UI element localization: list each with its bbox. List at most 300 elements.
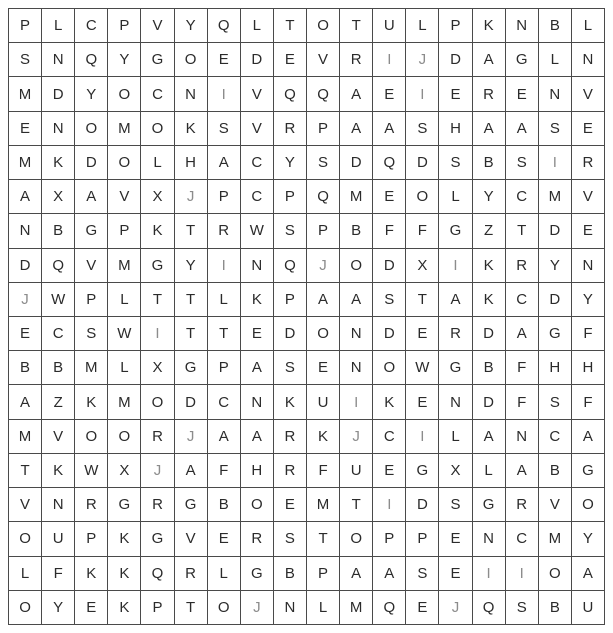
grid-cell-r18-c13[interactable]: E: [406, 591, 439, 625]
grid-cell-r2-c5[interactable]: G: [141, 43, 174, 77]
grid-cell-r11-c2[interactable]: B: [42, 351, 75, 385]
grid-cell-r13-c1[interactable]: M: [9, 420, 42, 454]
grid-cell-r6-c5[interactable]: X: [141, 180, 174, 214]
grid-cell-r17-c6[interactable]: R: [175, 557, 208, 591]
grid-cell-r6-c9[interactable]: P: [274, 180, 307, 214]
grid-cell-r15-c18[interactable]: O: [572, 488, 605, 522]
grid-cell-r5-c13[interactable]: D: [406, 146, 439, 180]
grid-cell-r5-c4[interactable]: O: [108, 146, 141, 180]
grid-cell-r5-c18[interactable]: R: [572, 146, 605, 180]
grid-cell-r6-c8[interactable]: C: [241, 180, 274, 214]
grid-cell-r9-c1[interactable]: J: [9, 283, 42, 317]
grid-cell-r15-c5[interactable]: R: [141, 488, 174, 522]
grid-cell-r14-c1[interactable]: T: [9, 454, 42, 488]
grid-cell-r3-c15[interactable]: R: [473, 77, 506, 111]
grid-cell-r4-c6[interactable]: K: [175, 112, 208, 146]
grid-cell-r3-c17[interactable]: N: [539, 77, 572, 111]
grid-cell-r13-c4[interactable]: O: [108, 420, 141, 454]
grid-cell-r10-c1[interactable]: E: [9, 317, 42, 351]
grid-cell-r7-c18[interactable]: E: [572, 214, 605, 248]
grid-cell-r13-c7[interactable]: A: [208, 420, 241, 454]
grid-cell-r9-c14[interactable]: A: [439, 283, 472, 317]
grid-cell-r16-c10[interactable]: T: [307, 522, 340, 556]
grid-cell-r8-c2[interactable]: Q: [42, 249, 75, 283]
grid-cell-r11-c8[interactable]: A: [241, 351, 274, 385]
grid-cell-r10-c11[interactable]: N: [340, 317, 373, 351]
grid-cell-r10-c14[interactable]: R: [439, 317, 472, 351]
grid-cell-r10-c12[interactable]: D: [373, 317, 406, 351]
grid-cell-r17-c15[interactable]: I: [473, 557, 506, 591]
grid-cell-r3-c16[interactable]: E: [506, 77, 539, 111]
grid-cell-r16-c13[interactable]: P: [406, 522, 439, 556]
grid-cell-r1-c7[interactable]: Q: [208, 9, 241, 43]
grid-cell-r15-c4[interactable]: G: [108, 488, 141, 522]
grid-cell-r8-c10[interactable]: J: [307, 249, 340, 283]
grid-cell-r3-c3[interactable]: Y: [75, 77, 108, 111]
grid-cell-r12-c4[interactable]: M: [108, 385, 141, 419]
grid-cell-r15-c3[interactable]: R: [75, 488, 108, 522]
grid-cell-r10-c13[interactable]: E: [406, 317, 439, 351]
grid-cell-r13-c2[interactable]: V: [42, 420, 75, 454]
grid-cell-r8-c11[interactable]: O: [340, 249, 373, 283]
grid-cell-r14-c10[interactable]: F: [307, 454, 340, 488]
grid-cell-r4-c13[interactable]: S: [406, 112, 439, 146]
grid-cell-r10-c2[interactable]: C: [42, 317, 75, 351]
grid-cell-r5-c14[interactable]: S: [439, 146, 472, 180]
grid-cell-r1-c8[interactable]: L: [241, 9, 274, 43]
grid-cell-r18-c9[interactable]: N: [274, 591, 307, 625]
grid-cell-r12-c2[interactable]: Z: [42, 385, 75, 419]
grid-cell-r13-c18[interactable]: A: [572, 420, 605, 454]
grid-cell-r10-c5[interactable]: I: [141, 317, 174, 351]
grid-cell-r4-c18[interactable]: E: [572, 112, 605, 146]
grid-cell-r7-c17[interactable]: D: [539, 214, 572, 248]
grid-cell-r13-c10[interactable]: K: [307, 420, 340, 454]
grid-cell-r1-c5[interactable]: V: [141, 9, 174, 43]
grid-cell-r11-c6[interactable]: G: [175, 351, 208, 385]
grid-cell-r9-c10[interactable]: A: [307, 283, 340, 317]
grid-cell-r12-c10[interactable]: U: [307, 385, 340, 419]
grid-cell-r9-c18[interactable]: Y: [572, 283, 605, 317]
grid-cell-r3-c8[interactable]: V: [241, 77, 274, 111]
grid-cell-r18-c17[interactable]: B: [539, 591, 572, 625]
grid-cell-r4-c15[interactable]: A: [473, 112, 506, 146]
grid-cell-r18-c15[interactable]: Q: [473, 591, 506, 625]
grid-cell-r11-c12[interactable]: O: [373, 351, 406, 385]
grid-cell-r1-c10[interactable]: O: [307, 9, 340, 43]
grid-cell-r17-c16[interactable]: I: [506, 557, 539, 591]
grid-cell-r15-c8[interactable]: O: [241, 488, 274, 522]
grid-cell-r6-c14[interactable]: L: [439, 180, 472, 214]
grid-cell-r17-c13[interactable]: S: [406, 557, 439, 591]
grid-cell-r7-c16[interactable]: T: [506, 214, 539, 248]
grid-cell-r13-c8[interactable]: A: [241, 420, 274, 454]
grid-cell-r10-c6[interactable]: T: [175, 317, 208, 351]
grid-cell-r14-c8[interactable]: H: [241, 454, 274, 488]
grid-cell-r12-c11[interactable]: I: [340, 385, 373, 419]
grid-cell-r15-c9[interactable]: E: [274, 488, 307, 522]
grid-cell-r11-c1[interactable]: B: [9, 351, 42, 385]
grid-cell-r6-c18[interactable]: V: [572, 180, 605, 214]
grid-cell-r12-c8[interactable]: N: [241, 385, 274, 419]
grid-cell-r15-c6[interactable]: G: [175, 488, 208, 522]
grid-cell-r14-c5[interactable]: J: [141, 454, 174, 488]
grid-cell-r4-c3[interactable]: O: [75, 112, 108, 146]
grid-cell-r4-c2[interactable]: N: [42, 112, 75, 146]
grid-cell-r16-c8[interactable]: R: [241, 522, 274, 556]
grid-cell-r12-c3[interactable]: K: [75, 385, 108, 419]
grid-cell-r16-c18[interactable]: Y: [572, 522, 605, 556]
grid-cell-r5-c10[interactable]: S: [307, 146, 340, 180]
grid-cell-r17-c14[interactable]: E: [439, 557, 472, 591]
grid-cell-r5-c2[interactable]: K: [42, 146, 75, 180]
grid-cell-r8-c6[interactable]: Y: [175, 249, 208, 283]
grid-cell-r14-c11[interactable]: U: [340, 454, 373, 488]
grid-cell-r2-c11[interactable]: R: [340, 43, 373, 77]
grid-cell-r16-c7[interactable]: E: [208, 522, 241, 556]
grid-cell-r14-c13[interactable]: G: [406, 454, 439, 488]
grid-cell-r8-c9[interactable]: Q: [274, 249, 307, 283]
grid-cell-r10-c9[interactable]: D: [274, 317, 307, 351]
grid-cell-r14-c12[interactable]: E: [373, 454, 406, 488]
grid-cell-r15-c17[interactable]: V: [539, 488, 572, 522]
grid-cell-r9-c9[interactable]: P: [274, 283, 307, 317]
grid-cell-r8-c16[interactable]: R: [506, 249, 539, 283]
grid-cell-r6-c2[interactable]: X: [42, 180, 75, 214]
grid-cell-r12-c18[interactable]: F: [572, 385, 605, 419]
grid-cell-r7-c14[interactable]: G: [439, 214, 472, 248]
grid-cell-r18-c12[interactable]: Q: [373, 591, 406, 625]
grid-cell-r2-c2[interactable]: N: [42, 43, 75, 77]
grid-cell-r9-c11[interactable]: A: [340, 283, 373, 317]
grid-cell-r15-c14[interactable]: S: [439, 488, 472, 522]
grid-cell-r4-c7[interactable]: S: [208, 112, 241, 146]
grid-cell-r7-c13[interactable]: F: [406, 214, 439, 248]
grid-cell-r3-c6[interactable]: N: [175, 77, 208, 111]
grid-cell-r14-c15[interactable]: L: [473, 454, 506, 488]
grid-cell-r11-c14[interactable]: G: [439, 351, 472, 385]
grid-cell-r18-c18[interactable]: U: [572, 591, 605, 625]
grid-cell-r14-c16[interactable]: A: [506, 454, 539, 488]
grid-cell-r7-c15[interactable]: Z: [473, 214, 506, 248]
grid-cell-r5-c16[interactable]: S: [506, 146, 539, 180]
grid-cell-r17-c18[interactable]: A: [572, 557, 605, 591]
grid-cell-r4-c10[interactable]: P: [307, 112, 340, 146]
grid-cell-r3-c1[interactable]: M: [9, 77, 42, 111]
grid-cell-r18-c7[interactable]: O: [208, 591, 241, 625]
grid-cell-r11-c13[interactable]: W: [406, 351, 439, 385]
grid-cell-r2-c7[interactable]: E: [208, 43, 241, 77]
grid-cell-r18-c4[interactable]: K: [108, 591, 141, 625]
grid-cell-r18-c8[interactable]: J: [241, 591, 274, 625]
grid-cell-r6-c10[interactable]: Q: [307, 180, 340, 214]
grid-cell-r13-c17[interactable]: C: [539, 420, 572, 454]
grid-cell-r1-c6[interactable]: Y: [175, 9, 208, 43]
grid-cell-r17-c4[interactable]: K: [108, 557, 141, 591]
grid-cell-r2-c14[interactable]: D: [439, 43, 472, 77]
grid-cell-r12-c7[interactable]: C: [208, 385, 241, 419]
grid-cell-r2-c4[interactable]: Y: [108, 43, 141, 77]
grid-cell-r17-c9[interactable]: B: [274, 557, 307, 591]
grid-cell-r17-c1[interactable]: L: [9, 557, 42, 591]
grid-cell-r18-c11[interactable]: M: [340, 591, 373, 625]
grid-cell-r1-c17[interactable]: B: [539, 9, 572, 43]
grid-cell-r18-c5[interactable]: P: [141, 591, 174, 625]
grid-cell-r8-c12[interactable]: D: [373, 249, 406, 283]
grid-cell-r12-c1[interactable]: A: [9, 385, 42, 419]
grid-cell-r11-c7[interactable]: P: [208, 351, 241, 385]
grid-cell-r17-c8[interactable]: G: [241, 557, 274, 591]
grid-cell-r11-c4[interactable]: L: [108, 351, 141, 385]
grid-cell-r1-c13[interactable]: L: [406, 9, 439, 43]
grid-cell-r6-c6[interactable]: J: [175, 180, 208, 214]
grid-cell-r16-c6[interactable]: V: [175, 522, 208, 556]
grid-cell-r12-c14[interactable]: N: [439, 385, 472, 419]
grid-cell-r7-c6[interactable]: T: [175, 214, 208, 248]
grid-cell-r5-c1[interactable]: M: [9, 146, 42, 180]
grid-cell-r9-c3[interactable]: P: [75, 283, 108, 317]
grid-cell-r15-c15[interactable]: G: [473, 488, 506, 522]
grid-cell-r2-c13[interactable]: J: [406, 43, 439, 77]
grid-cell-r14-c6[interactable]: A: [175, 454, 208, 488]
grid-cell-r12-c13[interactable]: E: [406, 385, 439, 419]
grid-cell-r17-c5[interactable]: Q: [141, 557, 174, 591]
grid-cell-r14-c9[interactable]: R: [274, 454, 307, 488]
grid-cell-r5-c5[interactable]: L: [141, 146, 174, 180]
grid-cell-r16-c15[interactable]: N: [473, 522, 506, 556]
grid-cell-r4-c8[interactable]: V: [241, 112, 274, 146]
grid-cell-r12-c12[interactable]: K: [373, 385, 406, 419]
grid-cell-r3-c11[interactable]: A: [340, 77, 373, 111]
grid-cell-r1-c12[interactable]: U: [373, 9, 406, 43]
grid-cell-r6-c17[interactable]: M: [539, 180, 572, 214]
grid-cell-r10-c15[interactable]: D: [473, 317, 506, 351]
grid-cell-r18-c14[interactable]: J: [439, 591, 472, 625]
grid-cell-r9-c2[interactable]: W: [42, 283, 75, 317]
grid-cell-r14-c2[interactable]: K: [42, 454, 75, 488]
grid-cell-r8-c13[interactable]: X: [406, 249, 439, 283]
grid-cell-r5-c17[interactable]: I: [539, 146, 572, 180]
grid-cell-r13-c16[interactable]: N: [506, 420, 539, 454]
grid-cell-r16-c11[interactable]: O: [340, 522, 373, 556]
grid-cell-r5-c11[interactable]: D: [340, 146, 373, 180]
grid-cell-r9-c8[interactable]: K: [241, 283, 274, 317]
grid-cell-r8-c1[interactable]: D: [9, 249, 42, 283]
grid-cell-r1-c11[interactable]: T: [340, 9, 373, 43]
grid-cell-r13-c3[interactable]: O: [75, 420, 108, 454]
grid-cell-r15-c2[interactable]: N: [42, 488, 75, 522]
grid-cell-r16-c3[interactable]: P: [75, 522, 108, 556]
grid-cell-r1-c14[interactable]: P: [439, 9, 472, 43]
grid-cell-r10-c17[interactable]: G: [539, 317, 572, 351]
grid-cell-r2-c9[interactable]: E: [274, 43, 307, 77]
grid-cell-r18-c2[interactable]: Y: [42, 591, 75, 625]
grid-cell-r3-c9[interactable]: Q: [274, 77, 307, 111]
grid-cell-r18-c10[interactable]: L: [307, 591, 340, 625]
grid-cell-r15-c13[interactable]: D: [406, 488, 439, 522]
grid-cell-r12-c17[interactable]: S: [539, 385, 572, 419]
grid-cell-r8-c18[interactable]: N: [572, 249, 605, 283]
grid-cell-r3-c10[interactable]: Q: [307, 77, 340, 111]
grid-cell-r14-c3[interactable]: W: [75, 454, 108, 488]
grid-cell-r1-c15[interactable]: K: [473, 9, 506, 43]
grid-cell-r9-c13[interactable]: T: [406, 283, 439, 317]
grid-cell-r9-c7[interactable]: L: [208, 283, 241, 317]
grid-cell-r9-c17[interactable]: D: [539, 283, 572, 317]
grid-cell-r7-c8[interactable]: W: [241, 214, 274, 248]
grid-cell-r6-c13[interactable]: O: [406, 180, 439, 214]
grid-cell-r3-c13[interactable]: I: [406, 77, 439, 111]
grid-cell-r14-c4[interactable]: X: [108, 454, 141, 488]
grid-cell-r8-c14[interactable]: I: [439, 249, 472, 283]
grid-cell-r11-c18[interactable]: H: [572, 351, 605, 385]
grid-cell-r11-c5[interactable]: X: [141, 351, 174, 385]
grid-cell-r7-c1[interactable]: N: [9, 214, 42, 248]
grid-cell-r11-c10[interactable]: E: [307, 351, 340, 385]
grid-cell-r11-c11[interactable]: N: [340, 351, 373, 385]
grid-cell-r7-c10[interactable]: P: [307, 214, 340, 248]
grid-cell-r7-c4[interactable]: P: [108, 214, 141, 248]
grid-cell-r17-c12[interactable]: A: [373, 557, 406, 591]
grid-cell-r12-c15[interactable]: D: [473, 385, 506, 419]
grid-cell-r9-c6[interactable]: T: [175, 283, 208, 317]
grid-cell-r9-c5[interactable]: T: [141, 283, 174, 317]
grid-cell-r15-c16[interactable]: R: [506, 488, 539, 522]
grid-cell-r1-c1[interactable]: P: [9, 9, 42, 43]
grid-cell-r1-c16[interactable]: N: [506, 9, 539, 43]
grid-cell-r6-c11[interactable]: M: [340, 180, 373, 214]
grid-cell-r12-c6[interactable]: D: [175, 385, 208, 419]
grid-cell-r10-c8[interactable]: E: [241, 317, 274, 351]
grid-cell-r3-c14[interactable]: E: [439, 77, 472, 111]
grid-cell-r18-c1[interactable]: O: [9, 591, 42, 625]
grid-cell-r4-c12[interactable]: A: [373, 112, 406, 146]
grid-cell-r15-c11[interactable]: T: [340, 488, 373, 522]
grid-cell-r15-c12[interactable]: I: [373, 488, 406, 522]
grid-cell-r3-c5[interactable]: C: [141, 77, 174, 111]
grid-cell-r5-c15[interactable]: B: [473, 146, 506, 180]
grid-cell-r6-c16[interactable]: C: [506, 180, 539, 214]
grid-cell-r8-c4[interactable]: M: [108, 249, 141, 283]
grid-cell-r16-c12[interactable]: P: [373, 522, 406, 556]
grid-cell-r14-c17[interactable]: B: [539, 454, 572, 488]
grid-cell-r8-c3[interactable]: V: [75, 249, 108, 283]
grid-cell-r8-c17[interactable]: Y: [539, 249, 572, 283]
grid-cell-r12-c9[interactable]: K: [274, 385, 307, 419]
grid-cell-r9-c4[interactable]: L: [108, 283, 141, 317]
grid-cell-r17-c11[interactable]: A: [340, 557, 373, 591]
grid-cell-r3-c12[interactable]: E: [373, 77, 406, 111]
grid-cell-r13-c13[interactable]: I: [406, 420, 439, 454]
grid-cell-r10-c16[interactable]: A: [506, 317, 539, 351]
grid-cell-r17-c3[interactable]: K: [75, 557, 108, 591]
grid-cell-r2-c10[interactable]: V: [307, 43, 340, 77]
grid-cell-r10-c10[interactable]: O: [307, 317, 340, 351]
grid-cell-r18-c6[interactable]: T: [175, 591, 208, 625]
grid-cell-r5-c3[interactable]: D: [75, 146, 108, 180]
grid-cell-r17-c10[interactable]: P: [307, 557, 340, 591]
grid-cell-r3-c7[interactable]: I: [208, 77, 241, 111]
grid-cell-r13-c11[interactable]: J: [340, 420, 373, 454]
grid-cell-r13-c9[interactable]: R: [274, 420, 307, 454]
grid-cell-r3-c4[interactable]: O: [108, 77, 141, 111]
grid-cell-r17-c7[interactable]: L: [208, 557, 241, 591]
grid-cell-r2-c1[interactable]: S: [9, 43, 42, 77]
grid-cell-r14-c14[interactable]: X: [439, 454, 472, 488]
grid-cell-r18-c16[interactable]: S: [506, 591, 539, 625]
grid-cell-r15-c1[interactable]: V: [9, 488, 42, 522]
grid-cell-r11-c15[interactable]: B: [473, 351, 506, 385]
grid-cell-r4-c1[interactable]: E: [9, 112, 42, 146]
grid-cell-r13-c6[interactable]: J: [175, 420, 208, 454]
grid-cell-r16-c5[interactable]: G: [141, 522, 174, 556]
grid-cell-r5-c6[interactable]: H: [175, 146, 208, 180]
grid-cell-r16-c9[interactable]: S: [274, 522, 307, 556]
grid-cell-r14-c18[interactable]: G: [572, 454, 605, 488]
grid-cell-r2-c12[interactable]: I: [373, 43, 406, 77]
grid-cell-r13-c5[interactable]: R: [141, 420, 174, 454]
grid-cell-r9-c16[interactable]: C: [506, 283, 539, 317]
grid-cell-r7-c11[interactable]: B: [340, 214, 373, 248]
grid-cell-r2-c18[interactable]: N: [572, 43, 605, 77]
grid-cell-r16-c16[interactable]: C: [506, 522, 539, 556]
grid-cell-r2-c17[interactable]: L: [539, 43, 572, 77]
grid-cell-r6-c12[interactable]: E: [373, 180, 406, 214]
grid-cell-r11-c3[interactable]: M: [75, 351, 108, 385]
grid-cell-r6-c4[interactable]: V: [108, 180, 141, 214]
grid-cell-r8-c8[interactable]: N: [241, 249, 274, 283]
grid-cell-r2-c8[interactable]: D: [241, 43, 274, 77]
grid-cell-r16-c4[interactable]: K: [108, 522, 141, 556]
grid-cell-r4-c5[interactable]: O: [141, 112, 174, 146]
grid-cell-r8-c15[interactable]: K: [473, 249, 506, 283]
grid-cell-r3-c18[interactable]: V: [572, 77, 605, 111]
grid-cell-r1-c3[interactable]: C: [75, 9, 108, 43]
grid-cell-r1-c18[interactable]: L: [572, 9, 605, 43]
grid-cell-r8-c7[interactable]: I: [208, 249, 241, 283]
grid-cell-r4-c9[interactable]: R: [274, 112, 307, 146]
grid-cell-r15-c7[interactable]: B: [208, 488, 241, 522]
grid-cell-r16-c1[interactable]: O: [9, 522, 42, 556]
grid-cell-r17-c17[interactable]: O: [539, 557, 572, 591]
grid-cell-r12-c5[interactable]: O: [141, 385, 174, 419]
grid-cell-r11-c16[interactable]: F: [506, 351, 539, 385]
grid-cell-r10-c18[interactable]: F: [572, 317, 605, 351]
grid-cell-r7-c9[interactable]: S: [274, 214, 307, 248]
grid-cell-r10-c3[interactable]: S: [75, 317, 108, 351]
grid-cell-r8-c5[interactable]: G: [141, 249, 174, 283]
grid-cell-r13-c12[interactable]: C: [373, 420, 406, 454]
grid-cell-r5-c9[interactable]: Y: [274, 146, 307, 180]
grid-cell-r17-c2[interactable]: F: [42, 557, 75, 591]
grid-cell-r5-c12[interactable]: Q: [373, 146, 406, 180]
grid-cell-r6-c15[interactable]: Y: [473, 180, 506, 214]
grid-cell-r16-c2[interactable]: U: [42, 522, 75, 556]
grid-cell-r11-c17[interactable]: H: [539, 351, 572, 385]
grid-cell-r1-c9[interactable]: T: [274, 9, 307, 43]
grid-cell-r2-c6[interactable]: O: [175, 43, 208, 77]
grid-cell-r15-c10[interactable]: M: [307, 488, 340, 522]
grid-cell-r18-c3[interactable]: E: [75, 591, 108, 625]
grid-cell-r9-c12[interactable]: S: [373, 283, 406, 317]
grid-cell-r10-c4[interactable]: W: [108, 317, 141, 351]
grid-cell-r3-c2[interactable]: D: [42, 77, 75, 111]
grid-cell-r2-c16[interactable]: G: [506, 43, 539, 77]
grid-cell-r7-c5[interactable]: K: [141, 214, 174, 248]
grid-cell-r13-c14[interactable]: L: [439, 420, 472, 454]
grid-cell-r2-c3[interactable]: Q: [75, 43, 108, 77]
grid-cell-r6-c3[interactable]: A: [75, 180, 108, 214]
